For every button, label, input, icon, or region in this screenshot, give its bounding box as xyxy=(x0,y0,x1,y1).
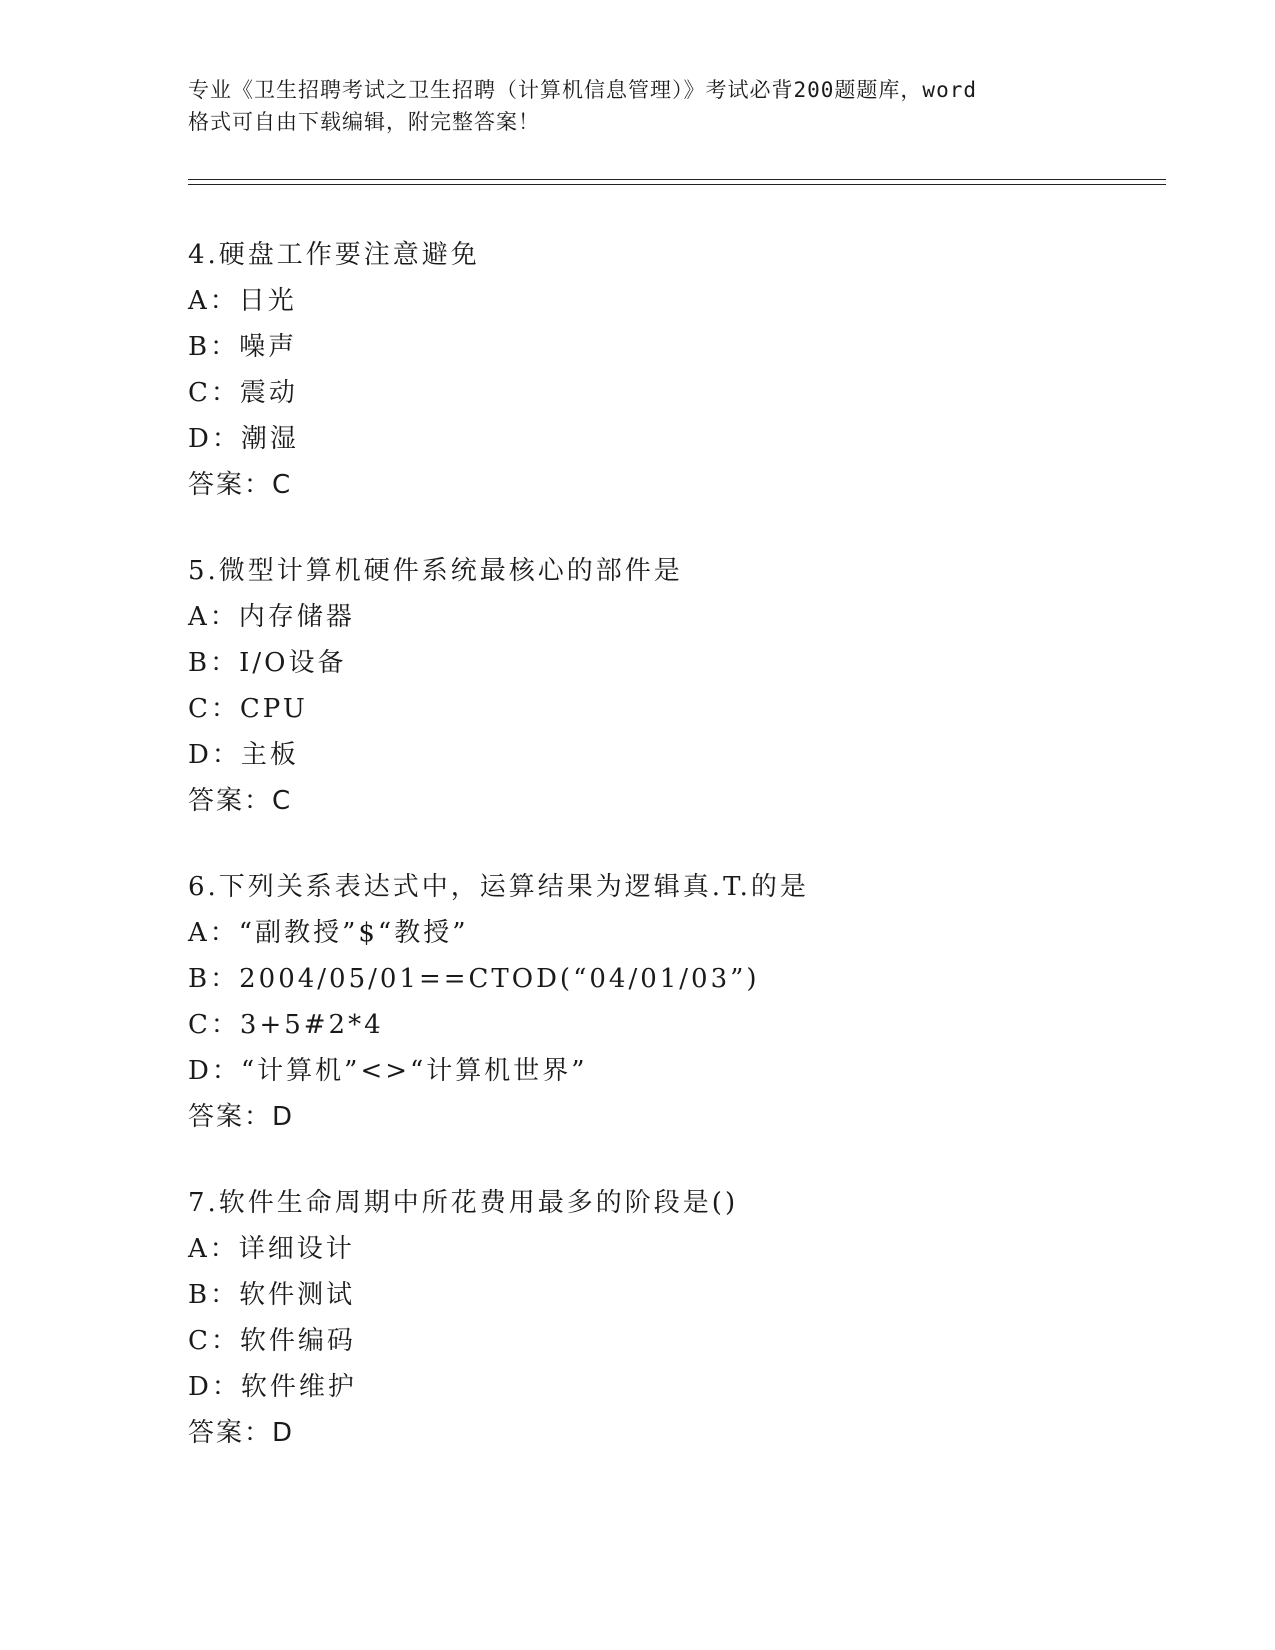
option-key: A： xyxy=(188,1234,239,1264)
option-key: D： xyxy=(188,1056,241,1086)
option-key: D： xyxy=(188,740,241,770)
option-text: 软件维护 xyxy=(240,1372,357,1402)
option-text: 内存储器 xyxy=(238,602,355,632)
option-c xyxy=(188,1318,1168,1364)
question-stem: 4.硬盘工作要注意避免 xyxy=(188,240,480,270)
option-text: 潮湿 xyxy=(240,424,299,454)
answer-line: 答案：C xyxy=(188,470,293,500)
option-d xyxy=(188,416,1168,462)
option-key: A： xyxy=(188,918,239,948)
option-a xyxy=(188,910,1168,956)
option-c xyxy=(188,686,1168,732)
header-divider-bottom xyxy=(188,184,1166,185)
option-text: 震动 xyxy=(239,378,298,408)
option-text: “计算机”<>“计算机世界” xyxy=(240,1056,588,1086)
option-key: C： xyxy=(188,1010,240,1040)
option-text: 详细设计 xyxy=(238,1234,355,1264)
answer-line: 答案：D xyxy=(188,1102,295,1132)
question-stem: 6.下列关系表达式中，运算结果为逻辑真.T.的是 xyxy=(188,872,809,902)
option-b xyxy=(188,640,1168,686)
option-c xyxy=(188,370,1168,416)
option-key: B： xyxy=(188,648,240,678)
option-b xyxy=(188,956,1168,1002)
document-header xyxy=(188,74,1088,138)
option-d xyxy=(188,1364,1168,1410)
option-text: 软件测试 xyxy=(239,1280,356,1310)
answer-line: 答案：C xyxy=(188,786,293,816)
option-key: C： xyxy=(188,1326,240,1356)
option-a xyxy=(188,1226,1168,1272)
option-b xyxy=(188,324,1168,370)
option-text: 噪声 xyxy=(239,332,298,362)
option-c xyxy=(188,1002,1168,1048)
answer-line: 答案：D xyxy=(188,1418,295,1448)
option-text: 软件编码 xyxy=(239,1326,356,1356)
option-text: I/O设备 xyxy=(239,648,347,678)
option-key: A： xyxy=(188,602,239,632)
option-key: B： xyxy=(188,1280,240,1310)
header-line-1: 专业《卫生招聘考试之卫生招聘（计算机信息管理）》考试必背200题题库，word xyxy=(188,78,977,102)
header-line-2: 格式可自由下载编辑，附完整答案！ xyxy=(188,110,540,134)
option-a xyxy=(188,278,1168,324)
question-stem: 5.微型计算机硬件系统最核心的部件是 xyxy=(188,556,683,586)
option-d xyxy=(188,732,1168,778)
option-key: B： xyxy=(188,964,240,994)
question-stem: 7.软件生命周期中所花费用最多的阶段是() xyxy=(188,1188,739,1218)
question-list xyxy=(188,232,1168,1496)
option-key: D： xyxy=(188,424,241,454)
option-b xyxy=(188,1272,1168,1318)
option-key: A： xyxy=(188,286,239,316)
option-d xyxy=(188,1048,1168,1094)
option-text: 3+5#2*4 xyxy=(239,1010,384,1040)
option-text: 2004/05/01==CTOD(“04/01/03”) xyxy=(239,964,760,994)
option-key: C： xyxy=(188,694,240,724)
option-key: C： xyxy=(188,378,240,408)
option-a xyxy=(188,594,1168,640)
option-key: D： xyxy=(188,1372,241,1402)
question-item xyxy=(188,232,1168,508)
option-text: “副教授”$“教授” xyxy=(238,918,469,948)
question-item xyxy=(188,864,1168,1140)
header-divider-top xyxy=(188,179,1166,180)
option-text: 日光 xyxy=(238,286,297,316)
option-text: CPU xyxy=(239,694,308,724)
option-key: B： xyxy=(188,332,240,362)
question-item xyxy=(188,1180,1168,1456)
question-item xyxy=(188,548,1168,824)
option-text: 主板 xyxy=(240,740,299,770)
